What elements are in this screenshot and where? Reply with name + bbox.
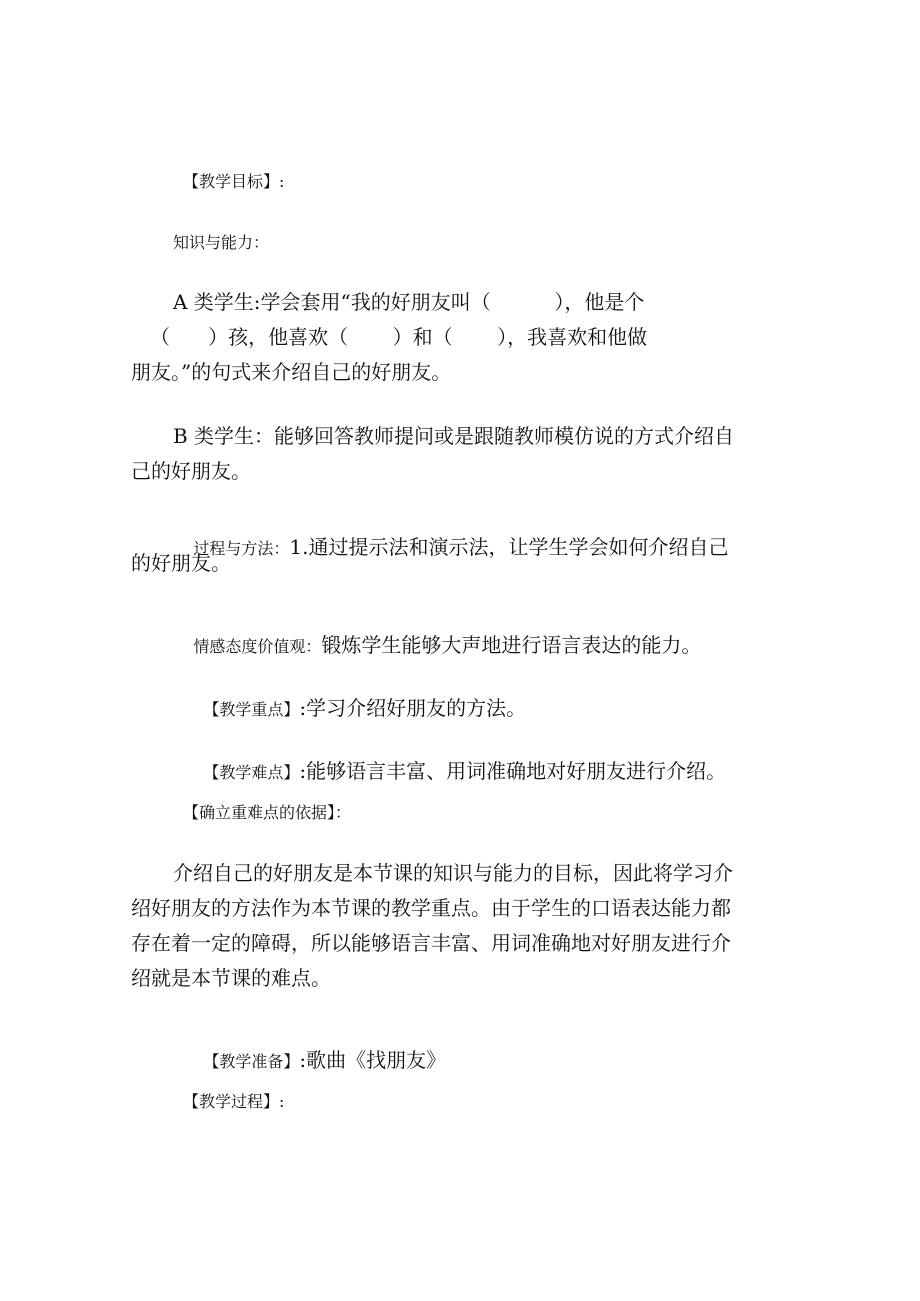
a-students-line-1: A 类学生:学会套用“我的好朋友叫（ ），他是个	[173, 290, 645, 314]
teaching-process-heading: 【教学过程】:	[183, 1092, 285, 1111]
basis-line-4: 绍就是本节课的难点。	[131, 966, 331, 990]
basis-line-1: 介绍自己的好朋友是本节课的知识与能力的目标，因此将学习介	[173, 861, 733, 885]
basis-line-2: 绍好朋友的方法作为本节课的教学重点。由于学生的口语表达能力都	[131, 896, 731, 920]
key-point-label: 【教学重点】	[203, 700, 300, 719]
knowledge-ability-label: 知识与能力：	[173, 233, 270, 252]
difficulty-line	[183, 739, 726, 803]
preparation-text: :歌曲《找朋友》	[299, 1048, 447, 1072]
process-method-text: 1.通过提示法和演示法，让学生学会如何介绍自己	[289, 535, 729, 559]
difficulty-text: :能够语言丰富、用词准确地对好朋友进行介绍。	[299, 759, 727, 783]
process-method-line-2: 的好朋友。	[131, 551, 231, 575]
process-method-label: 过程与方法：	[193, 539, 290, 558]
teaching-goals-heading: 【教学目标】:	[183, 172, 285, 191]
emotion-values-label: 情感态度价值观：	[193, 637, 322, 656]
b-students-line-2: 己的好朋友。	[131, 459, 251, 483]
difficulty-label: 【教学难点】	[203, 763, 300, 782]
emotion-values-text: 锻炼学生能够大声地进行语言表达的能力。	[321, 633, 702, 657]
a-students-line-3: 朋友。”的句式来介绍自己的好朋友。	[131, 360, 452, 384]
preparation-line	[183, 1028, 446, 1092]
b-students-line-1: B 类学生：能够回答教师提问或是跟随教师模仿说的方式介绍自	[173, 424, 735, 448]
preparation-label: 【教学准备】	[203, 1052, 300, 1071]
basis-heading: 【确立重难点的依据】：	[183, 803, 352, 822]
key-point-text: :学习介绍好朋友的方法。	[299, 696, 527, 720]
a-students-line-2: （ ）孩，他喜欢（ ）和（ ），我喜欢和他做	[150, 325, 648, 349]
emotion-values-line	[173, 613, 701, 677]
basis-line-3: 存在着一定的障碍，所以能够语言丰富、用词准确地对好朋友进行介	[131, 931, 731, 955]
key-point-line	[183, 676, 526, 740]
process-method-line-1	[173, 515, 728, 579]
